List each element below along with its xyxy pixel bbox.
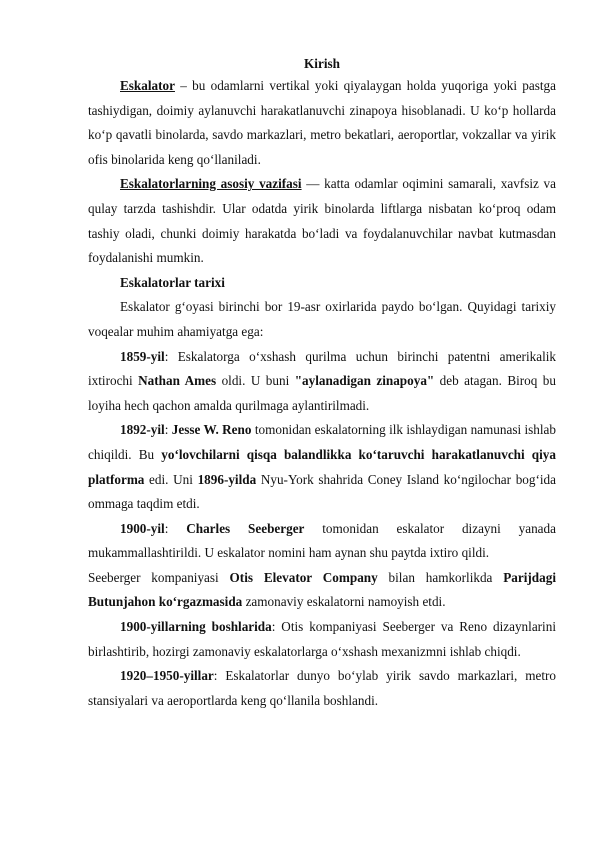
exhibition-name: Parijdagi Butunjahon ko‘rgazmasida	[88, 569, 556, 610]
person-name: Jesse W. Reno	[171, 422, 252, 438]
event-text: Nyu-York shahrida Coney Island ko‘ngilochar bog‘ida ommaga taqdim etdi.	[88, 471, 556, 512]
person-name: Charles Seeberger	[186, 520, 305, 536]
event-year: 1920–1950-yillar	[120, 668, 214, 684]
event-year: 1892-yil	[120, 422, 165, 438]
event-text: :	[164, 422, 172, 438]
event-text: edi. Uni	[144, 471, 198, 487]
quoted-term: "aylanadigan zinapoya"	[294, 373, 435, 389]
main-purpose-text: — katta odamlar oqimini samarali, xavfsiz va qulay tarzda tashishdir. Ular odatda yirik binolarda liftlarga nisbatan ko‘proq odam tashiy oladi, chunki doimiy harakatda bo‘ladi va foydalanuvchilar navbat kutmasdan foydalanishi mumkin.	[88, 176, 556, 266]
event-text: : Eskalatorlar dunyo bo‘ylab yirik savdo markazlari, metro stansiyalari va aeroportlarda keng qo‘llanila boshlandi.	[88, 668, 556, 708]
document-body	[88, 54, 556, 713]
term-eskalator: Eskalator	[120, 78, 175, 93]
term-main-purpose: Eskalatorlarning asosiy vazifasi	[120, 176, 302, 192]
event-1920-1950	[88, 664, 556, 713]
paragraph-seeberger-otis	[88, 566, 556, 615]
event-year-secondary: 1896-yilda	[197, 471, 257, 487]
event-text: tomonidan eskalator dizayni yanada mukammallashtirildi. U eskalator nomini ham aynan shu paytda ixtiro qildi.	[88, 520, 556, 561]
paragraph-definition	[88, 74, 556, 172]
event-year: 1900-yillarning boshlarida	[120, 619, 272, 635]
page-title: Kirish	[304, 56, 340, 71]
paragraph-history-intro: Eskalator g‘oyasi birinchi bor 19-asr oxirlarida paydo bo‘lgan. Quyidagi tarixiy voqealar muhim ahamiyatga ega:	[88, 299, 556, 339]
event-text: zamonaviy eskalatorni namoyish etdi.	[242, 594, 446, 610]
event-1892	[88, 418, 556, 516]
event-year: 1859-yil	[120, 348, 165, 364]
event-text: deb atagan. Biroq bu loyiha hech qachon amalda qurilmaga aylantirilmadi.	[88, 373, 556, 413]
company-name: Otis Elevator Company	[229, 569, 378, 585]
event-text: : Otis kompaniyasi Seeberger va Reno dizaynlarini birlashtirib, hozirgi zamonaviy eskalatorlarga o‘xshash mexanizmni ishlab chiqdi.	[88, 619, 556, 659]
event-text: tomonidan eskalatorning ilk ishlaydigan namunasi ishlab chiqildi. Bu	[88, 422, 557, 462]
paragraph-main-purpose	[88, 172, 556, 270]
section-heading-history: Eskalatorlar tarixi	[120, 274, 225, 290]
person-name: Nathan Ames	[138, 373, 217, 389]
bold-phrase: yo‘lovchilarni qisqa balandlikka ko‘taruvchi harakatlanuvchi qiya platforma	[88, 446, 556, 487]
event-text: Seeberger kompaniyasi	[88, 569, 230, 585]
event-1859	[88, 345, 556, 419]
event-text: bilan hamkorlikda	[377, 569, 504, 585]
event-text: oldi. U buni	[216, 373, 295, 389]
event-text: :	[164, 520, 187, 536]
event-1900	[88, 517, 556, 566]
definition-text: – bu odamlarni vertikal yoki qiyalaygan holda yuqoriga yoki pastga tashiydigan, doimiy aylanuvchi harakatlanuvchi zinapoya hisoblanadi. U ko‘p hollarda ko‘p qavatli binolarda, savdo markazlari, metro bekatlari, aeroportlar, vokzallar va yirik ofis binolarida keng qo‘llaniladi.	[88, 78, 556, 167]
event-early-1900s	[88, 615, 556, 664]
event-text: : Eskalatorga o‘xshash qurilma uchun birinchi patentni amerikalik ixtirochi	[88, 348, 556, 389]
event-year: 1900-yil	[120, 520, 165, 536]
